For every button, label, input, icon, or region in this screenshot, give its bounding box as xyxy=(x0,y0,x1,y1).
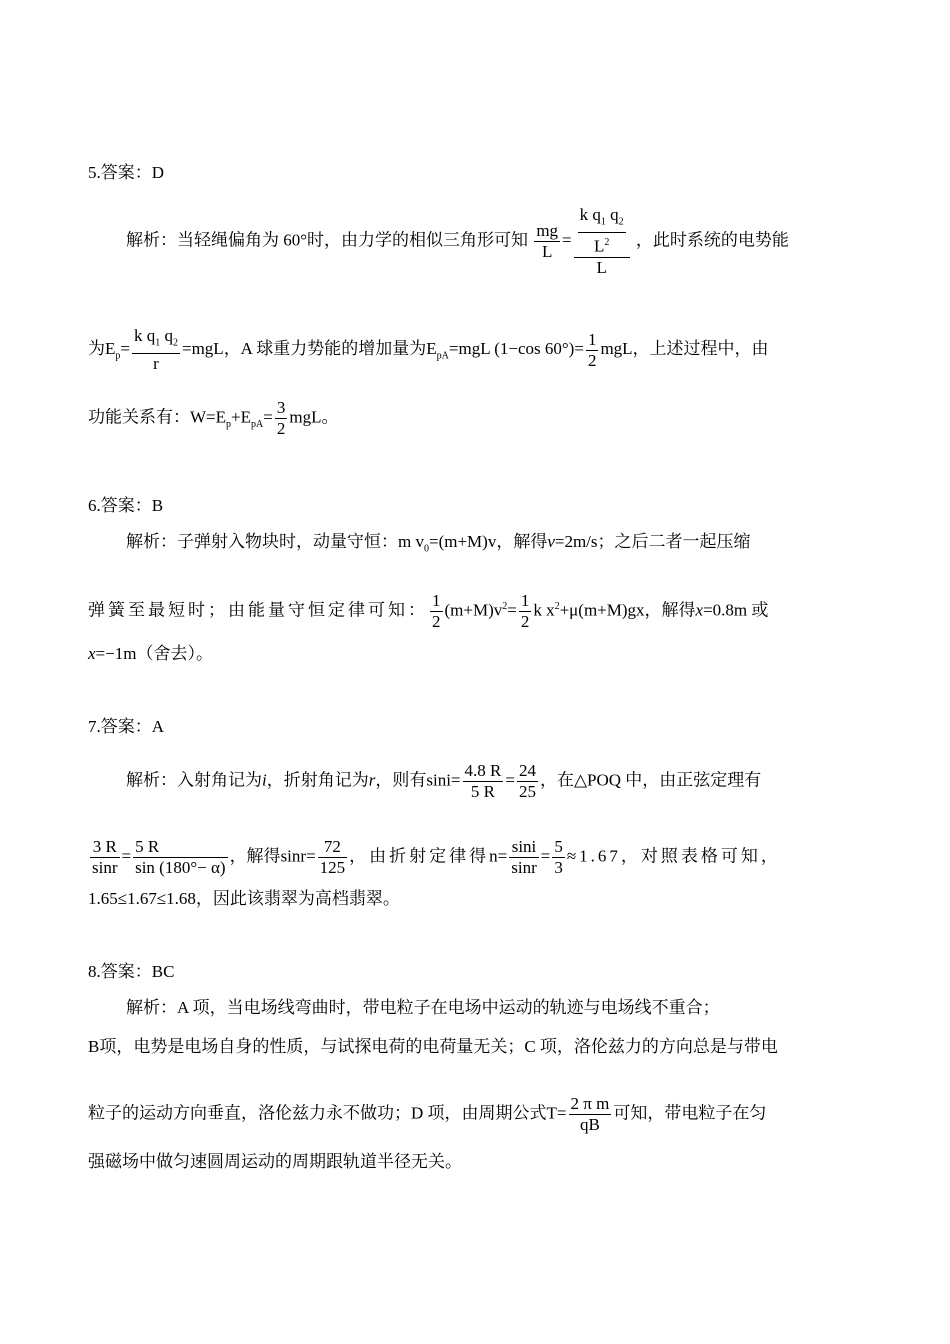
q6-text: =0.8m 或 xyxy=(703,600,769,620)
q5-text: 为 xyxy=(88,339,105,359)
q7-text: ，在△POQ 中，由正弦定理有 xyxy=(539,770,762,790)
q7-para1: 解析：入射角记为i，折射角记为r，则有sini= $\frac{4.8 R}{5 R}$ = $\frac{24}{25}$ ，在△POQ 中，由正弦定理有 xyxy=(126,761,762,801)
formula-q6-half: $\frac{1}{2}$ xyxy=(432,591,441,631)
q7-text: ≈1.67，对照表格可知， xyxy=(566,846,781,866)
formula-q7-n-value: $\frac{5}{3}$ xyxy=(554,837,563,877)
q5-para2: 为$E_p=$ $\frac{k q_1 q_2}{r}$ =mgL，A 球重力势能的增加量为$E_{pA}=mgL$ (1−cos 60°)= $\frac{1}{2}$ mgL，上述过程中，由 xyxy=(88,326,769,374)
q7-para3: 1.65≤1.67≤1.68，因此该翡翠为高档翡翠。 xyxy=(88,889,400,908)
q8-para3: 粒子的运动方向垂直，洛伦兹力永不做功；D 项，由周期公式T= $\frac{\text{2 π m}}{qB}$ 可知，带电粒子在匀 xyxy=(88,1094,767,1134)
q7-text: ，解得 xyxy=(229,846,281,866)
q8-para2: B项，电势是电场自身的性质，与试探电荷的电荷量无关；C 项，洛伦兹力的方向总是与带电 xyxy=(88,1037,778,1056)
q5-text: 解析：当轻绳偏角为 60°时，由力学的相似三角形可知 xyxy=(126,230,529,250)
formula-q7-sine-rule-left: $\frac{3 R}{\sin r}$ xyxy=(92,837,118,877)
formula-q8-period: $\frac{\text{2 π m}}{qB}$ xyxy=(570,1094,610,1134)
q6-text: ，解得 xyxy=(644,600,696,620)
q8-para1: 解析：A 项，当电场线弯曲时，带电粒子在电场中运动的轨迹与电场线不重合； xyxy=(126,998,720,1017)
q5-text: ，A 球重力势能的增加量为 xyxy=(223,339,427,359)
formula-q7-sinr: $\frac{72}{125}$ xyxy=(319,837,346,877)
formula-q7-ratio: $\frac{24}{25}$ xyxy=(518,761,536,801)
q6-para3: x=−1m（舍去）。 xyxy=(88,644,213,663)
formula-q5-similar-triangle: $\frac{mg}{L}$ xyxy=(536,221,559,262)
q5-text: 。 xyxy=(321,407,339,427)
q5-answer: 5.答案：D xyxy=(88,163,165,182)
q7-para2: $\frac{3 R}{\sin r}$ = $\frac{5 R}{\sin (180^\circ- \alpha)}$ ，解得sinr= $\frac{72}{125}$ ，由折射定律得n= $\frac{\sin i}{\sin r}$ = $\frac{5}{3}$ ≈1.67，对照表格可知， xyxy=(92,837,781,877)
q6-text: ，解得 xyxy=(496,532,548,551)
formula-q5-work: $\frac{3}{2}$ xyxy=(276,398,286,438)
q5-text: 功能关系有： xyxy=(88,407,190,427)
q8-answer: 8.答案：BC xyxy=(88,962,175,981)
formula-q7-sini: $\frac{4.8 R}{5 R}$ xyxy=(464,761,502,801)
formula-q5-half: $\frac{1}{2}$ xyxy=(587,329,597,370)
q6-answer: 6.答案：B xyxy=(88,496,164,515)
q6-para1: 解析：子弹射入物块时，动量守恒：m $v_0=(m+M)v$，解得v=2m/s；之后二者一起压缩 xyxy=(126,532,751,555)
q5-para1: 解析：当轻绳偏角为 60°时，由力学的相似三角形可知 $\frac{mg}{L}$ = $\frac{\frac{k q_1 q_2}{L^2}}{L}$ ，此时系统的电势能 xyxy=(126,205,789,278)
formula-q7-sine-rule-right: $\frac{5 R}{\sin (180^\circ- \alpha)}$ xyxy=(135,837,226,877)
q8-para4: 强磁场中做匀速圆周运动的周期跟轨道半径无关。 xyxy=(88,1152,462,1171)
q7-answer: 7.答案：A xyxy=(88,717,165,736)
q7-text: ，则有 xyxy=(375,770,427,790)
formula-q6-half-k: $\frac{1}{2}$ xyxy=(520,591,530,631)
q7-text: 解析：入射角记为 xyxy=(126,770,262,790)
q8-text: 可知，带电粒子在匀 xyxy=(613,1103,767,1123)
formula-q5-ep: $\frac{k q_1 q_2}{r}$ xyxy=(133,326,178,374)
q7-text: ，折射角记为 xyxy=(266,770,369,790)
formula-q5-coulomb-over-l: $\frac{\frac{k q_1 q_2}{L^2}}{L}$ xyxy=(574,205,630,278)
formula-q7-n: $\frac{\sin i}{\sin r}$ xyxy=(511,837,537,877)
q8-text: 粒子的运动方向垂直，洛伦兹力永不做功；D 项，由周期公式 xyxy=(88,1103,547,1123)
q6-text: =2m/s；之后二者一起压缩 xyxy=(554,532,751,551)
q5-text: ，上述过程中，由 xyxy=(632,339,769,359)
q6-para2: 弹簧至最短时；由能量守恒定律可知： $\frac{1}{2}$ $(m+M)v^2=$ $\frac{1}{2}$ k $x^2+\mu(m+M)gx$，解得x=0.8m 或 xyxy=(88,591,769,631)
q6-text: =−1m（舍去）。 xyxy=(95,644,213,663)
q5-para3: 功能关系有：$W=E_p+E_{pA}=$ $\frac{3}{2}$ mgL。 xyxy=(88,398,339,438)
q5-text: ，此时系统的电势能 xyxy=(635,230,789,250)
q7-text: ，由折射定律得 xyxy=(349,846,490,866)
q6-text: 解析：子弹射入物块时，动量守恒： xyxy=(126,532,398,551)
q6-text: 弹簧至最短时；由能量守恒定律可知： xyxy=(88,600,428,620)
